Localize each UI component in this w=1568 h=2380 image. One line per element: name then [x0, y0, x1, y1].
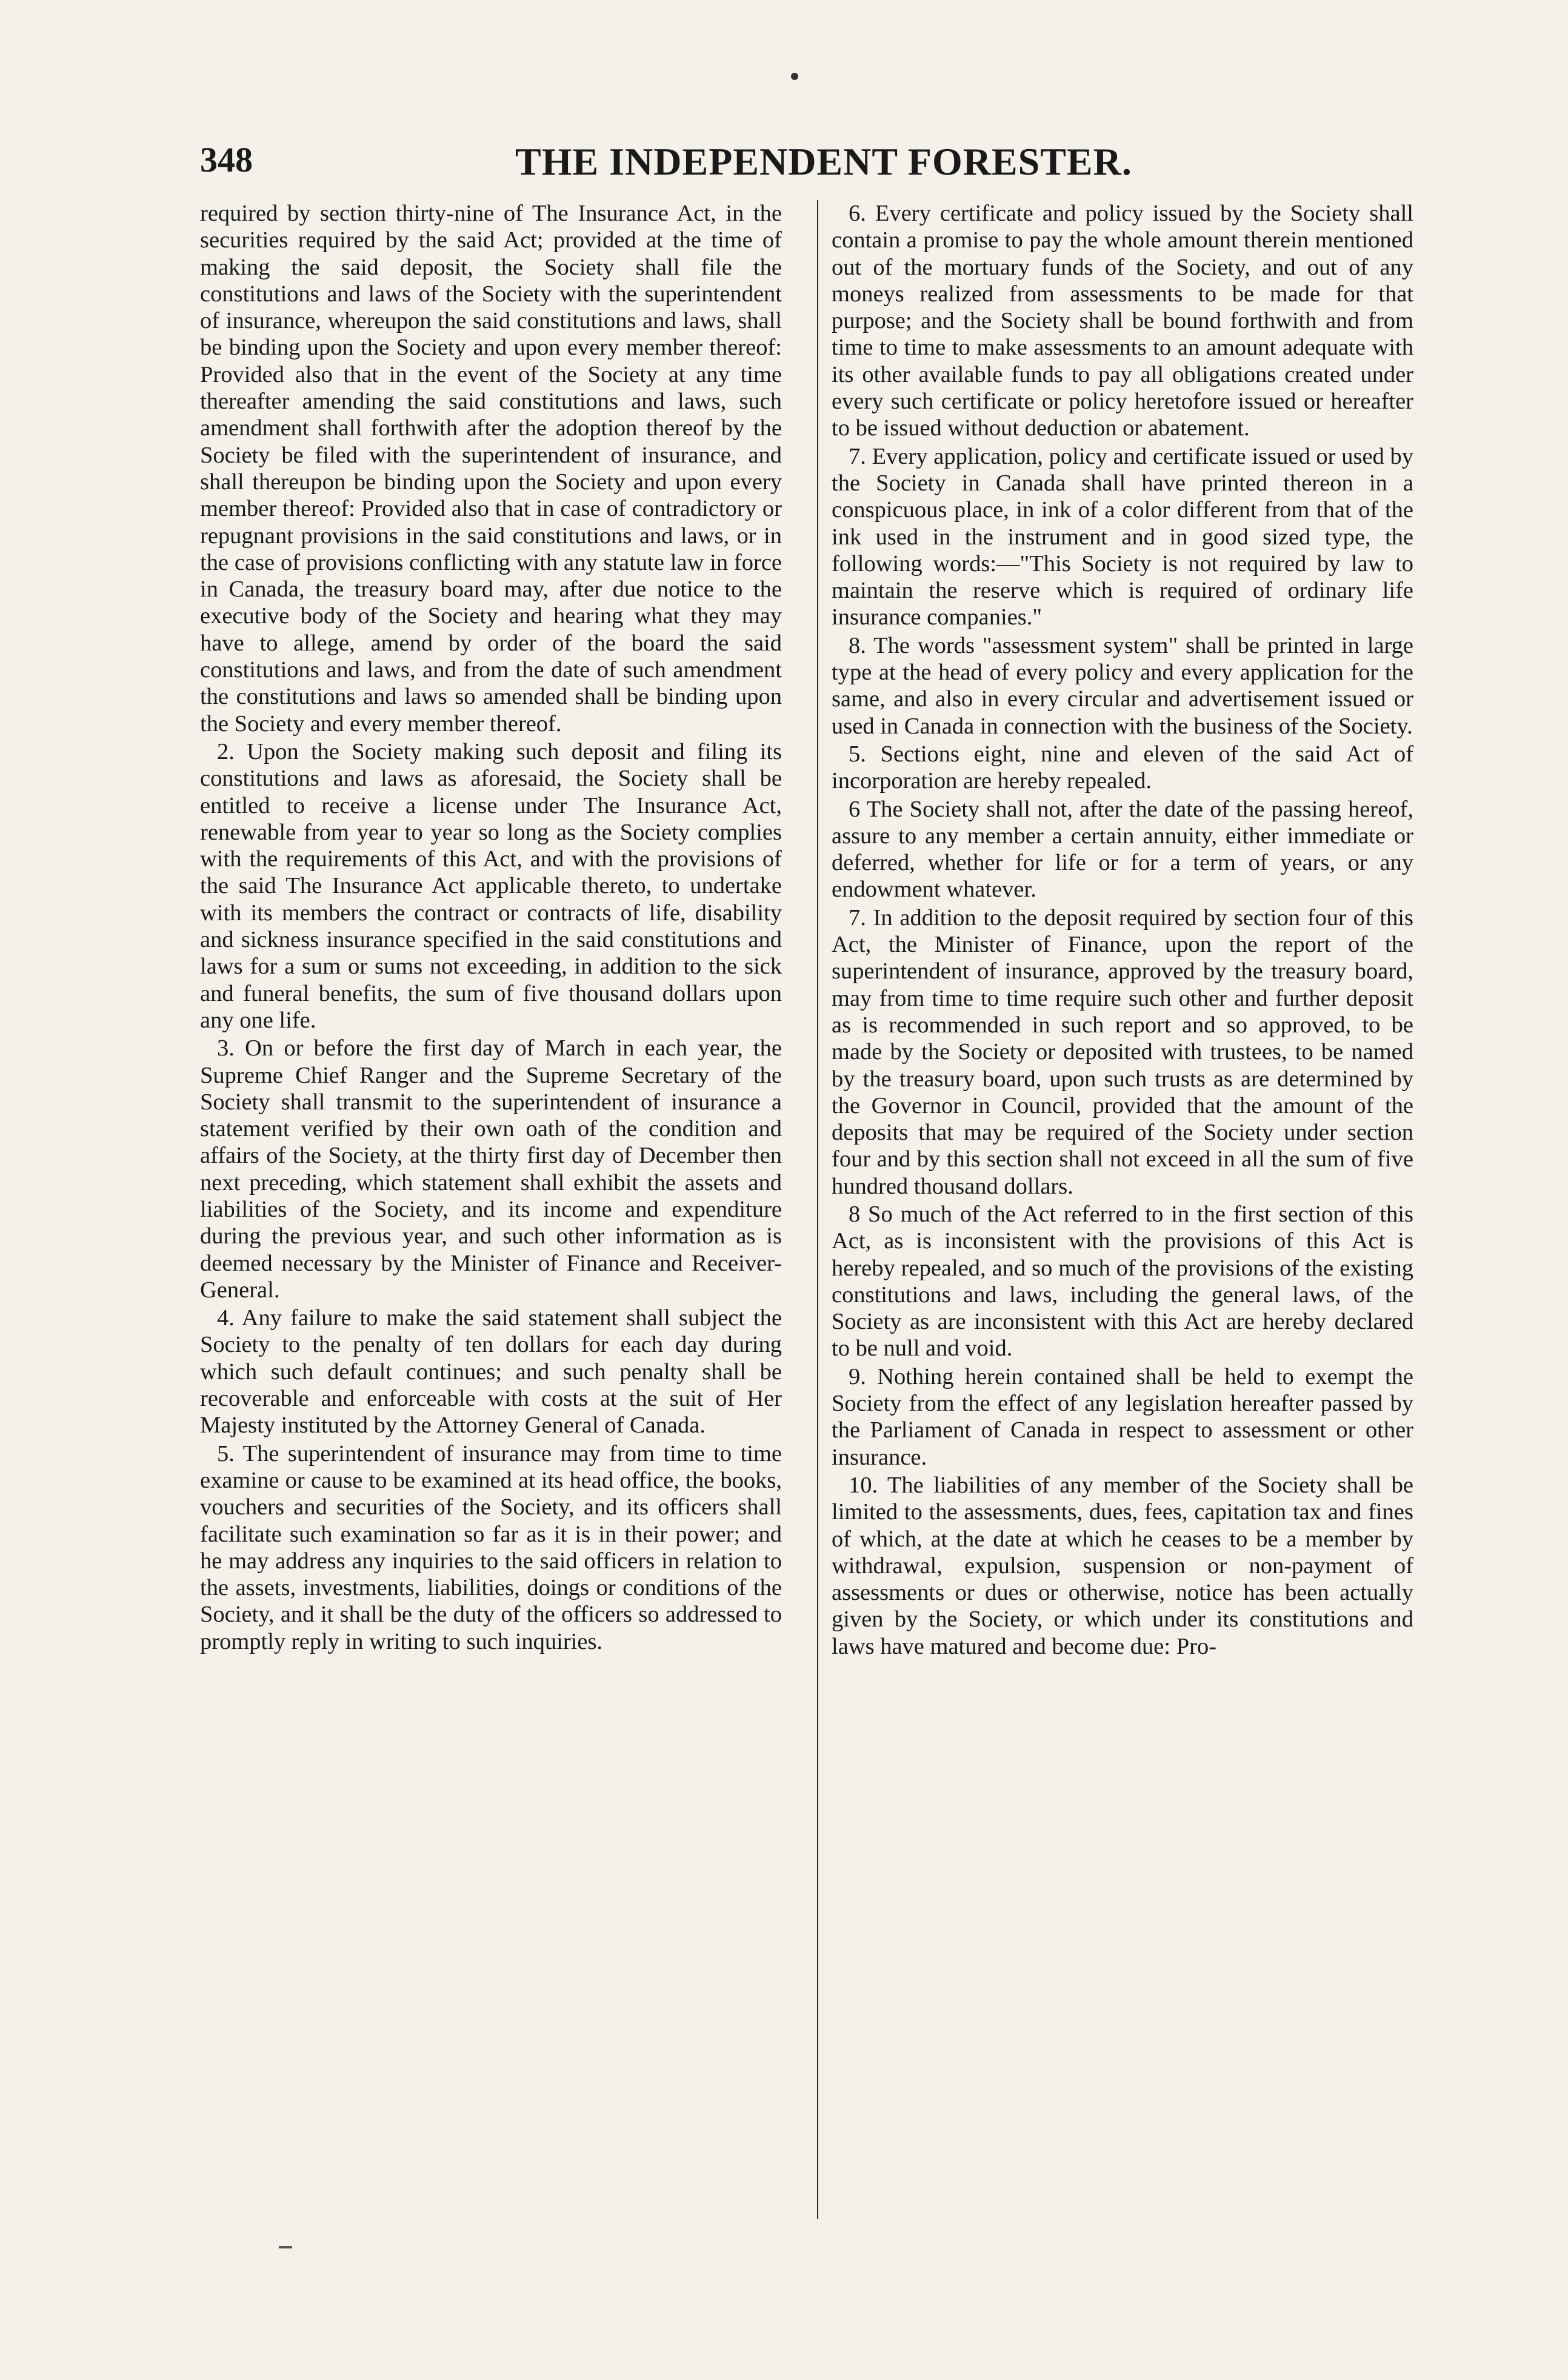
- running-title: THE INDEPENDENT FORESTER.: [515, 140, 1132, 183]
- paragraph-clause-8: 8. The words "assessment system" shall be printed in large type at the head of every policy and every application for the same, and also in every circular and advertisement issued or used in Canada in connection with the business of the Society.: [832, 632, 1413, 739]
- printer-mark-dot: [791, 73, 798, 80]
- column-divider: [817, 200, 818, 2219]
- paragraph-clause-7: 7. Every application, policy and certificate issued or used by the Society in Canada shall have printed thereon in a conspicuous place, in ink of a color different from that of the ink used in the instrument and in good sized type, the following words:—"This Society is not required by law to maintain the reserve which is required of ordinary life insurance companies.": [832, 443, 1413, 630]
- paragraph-clause-6: 6. Every certificate and policy issued by the Society shall contain a promise to pay the whole amount therein mentioned out of the mortuary funds of the Society, and out of any moneys realized from assessments to be made for that purpose; and the Society shall be bound forthwith and from time to time to make assessments to an amount adequate with its other available funds to pay all obligations created under every such certificate or policy heretofore issued or hereafter to be issued without deduction or abatement.: [832, 201, 1413, 441]
- paragraph-section-5-repeal: 5. Sections eight, nine and eleven of the said Act of incorporation are hereby repealed.: [832, 741, 1413, 794]
- page-number: 348: [200, 140, 253, 179]
- paragraph-section-2: 2. Upon the Society making such deposit and filing its constitutions and laws as aforesaid, the Society shall be entitled to receive a license under The Insurance Act, renewable from year to year so long as the Society complies with the requirements of this Act, and with the provisions of the said The Insurance Act applicable thereto, to undertake with its members the contract or contracts of life, disability and sickness insurance specified in the said constitutions and laws for a sum or sums not exceeding, in addition to the sick and funeral benefits, the sum of five thousand dollars upon any one life.: [200, 738, 782, 1033]
- paragraph-section-4: 4. Any failure to make the said statement shall subject the Society to the penalty of ten dollars for each day during which such default continues; and such penalty shall be recoverable and enforceable with costs at the suit of Her Majesty instituted by the Attorney General of Canada.: [200, 1305, 782, 1439]
- left-column: [200, 200, 782, 2225]
- paragraph-section-6-annuity: 6 The Society shall not, after the date of the passing hereof, assure to any member a certain annuity, either immediate or deferred, whether for life or for a term of years, or any endowment whatever.: [832, 796, 1413, 903]
- right-column: [832, 200, 1413, 2225]
- page-header: [200, 139, 1388, 188]
- paragraph-section-3: 3. On or before the first day of March in each year, the Supreme Chief Ranger and the Supreme Secretary of the Society shall transmit to the superintendent of insurance a statement verified by their own oath of the condition and affairs of the Society, at the thirty first day of December then next preceding, which statement shall exhibit the assets and liabilities of the Society, and its income and expenditure during the previous year, and such other information as is deemed necessary by the Minister of Finance and Receiver-General.: [200, 1035, 782, 1303]
- paragraph-section-5: 5. The superintendent of insurance may from time to time examine or cause to be examined at its head office, the books, vouchers and securities of the Society, and its officers shall facilitate such examination so far as it is in their power; and he may address any inquiries to the said officers in relation to the assets, investments, liabilities, doings or conditions of the Society, and it shall be the duty of the officers so addressed to promptly reply in writing to such inquiries.: [200, 1440, 782, 1654]
- paragraph-section-9-legislation: 9. Nothing herein contained shall be held to exempt the Society from the effect of any legislation hereafter passed by the Parliament of Canada in respect to assessment or other insurance.: [832, 1363, 1413, 1470]
- paragraph-section-10-liabilities: 10. The liabilities of any member of the Society shall be limited to the assessments, dues, fees, capitation tax and fines of which, at the date at which he ceases to be a member by withdrawal, expulsion, suspension or non-payment of assessments or dues or otherwise, notice has been actually given by the Society, or which under its constitutions and laws have matured and become due: Pro-: [832, 1472, 1413, 1659]
- printer-mark-dash: [279, 2246, 292, 2248]
- paragraph-continued: required by section thirty-nine of The Insurance Act, in the securities required by the said Act; provided at the time of making the said deposit, the Society shall file the constitutions and laws of the Society with the superintendent of insurance, whereupon the said constitutions and laws, shall be binding upon the Society and upon every member thereof: Provided also that in the event of the Society at any time thereafter amending the said constitutions and laws, such amendment shall forthwith after the adoption thereof by the Society be filed with the superintendent of insurance, and shall thereupon be binding upon the Society and upon every member thereof: Provided also that in case of contradictory or repugnant provisions in the said constitutions and laws, or in the case of provisions conflicting with any statute law in force in Canada, the treasury board may, after due notice to the executive body of the Society and hearing what they may have to allege, amend by order of the board the said constitutions and laws, and from the date of such amendment the constitutions and laws so amended shall be binding upon the Society and every member thereof.: [200, 201, 782, 737]
- paragraph-section-7-deposit: 7. In addition to the deposit required by section four of this Act, the Minister of Finance, upon the report of the superintendent of insurance, approved by the treasury board, may from time to time require such other and further deposit as is recommended in such report and so approved, to be made by the Society or deposited with trustees, to be named by the treasury board, upon such trusts as are determined by the Governor in Council, provided that the amount of the deposits that may be required of the Society under section four and by this section shall not exceed in all the sum of five hundred thousand dollars.: [832, 904, 1413, 1199]
- paragraph-section-8-repeal: 8 So much of the Act referred to in the first section of this Act, as is inconsistent with the provisions of this Act is hereby repealed, and so much of the provisions of the existing constitutions and laws, including the general laws, of the Society as are inconsistent with this Act are hereby declared to be null and void.: [832, 1201, 1413, 1362]
